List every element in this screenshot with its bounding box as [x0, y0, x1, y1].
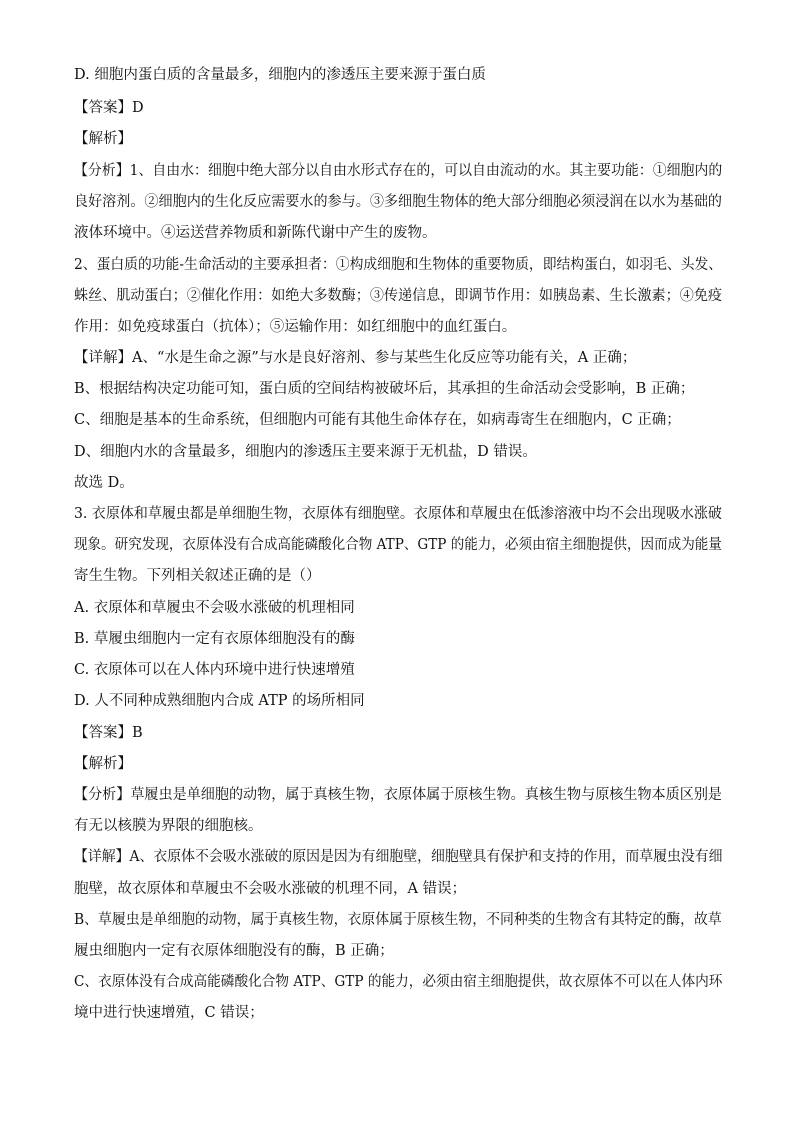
option-d: D. 人不同种成熟细胞内合成 ATP 的场所相同 — [74, 693, 365, 709]
text-line: 境中进行快速增殖，C 错误； — [74, 1005, 264, 1021]
text-line: 【分析】草履虫是单细胞的动物，属于真核生物，衣原体属于原核生物。真核生物与原核生物本质区别是 — [74, 787, 722, 803]
text-line: D. 细胞内蛋白质的含量最多，细胞内的渗透压主要来源于蛋白质 — [74, 67, 486, 83]
text-line: D、细胞内水的含量最多，细胞内的渗透压主要来源于无机盐，D 错误。 — [74, 444, 537, 460]
text-line: 【分析】1、自由水：细胞中绝大部分以自由水形式存在的，可以自由流动的水。其主要功能：①细胞内的 — [74, 163, 723, 179]
text-line: 有无以核膜为界限的细胞核。 — [74, 818, 263, 834]
text-line: B、根据结构决定功能可知，蛋白质的空间结构被破坏后，其承担的生命活动会受影响，B 正确； — [74, 381, 695, 397]
text-line: 胞壁，故衣原体和草履虫不会吸水涨破的机理不同，A 错误； — [74, 881, 467, 897]
option-b: B. 草履虫细胞内一定有衣原体细胞没有的酶 — [74, 631, 355, 647]
option-a: A. 衣原体和草履虫不会吸水涨破的机理相同 — [74, 600, 355, 616]
text-line: 履虫细胞内一定有衣原体细胞没有的酶，B 正确； — [74, 943, 394, 959]
analysis-label: 【解析】 — [74, 131, 132, 147]
text-line: 2、蛋白质的功能-生命活动的主要承担者：①构成细胞和生物体的重要物质，即结构蛋白，如羽毛、头发、 — [74, 257, 723, 273]
text-line: 蛛丝、肌动蛋白；②催化作用：如绝大多数酶；③传递信息，即调节作用：如胰岛素、生长激素；④免疫 — [74, 288, 722, 304]
answer-label: 【答案】B — [74, 725, 143, 741]
answer-label: 【答案】D — [74, 100, 144, 116]
text-line: 液体环境中。④运送营养物质和新陈代谢中产生的废物。 — [74, 225, 437, 241]
question-stem: 寄生生物。下列相关叙述正确的是（） — [74, 568, 321, 584]
text-line: B、草履虫是单细胞的动物，属于真核生物，衣原体属于原核生物，不同种类的生物含有其特定的酶，故草 — [74, 912, 722, 928]
analysis-label: 【解析】 — [74, 756, 132, 772]
text-line: 故选 D。 — [74, 475, 134, 491]
text-line: 作用：如免疫球蛋白（抗体）；⑤运输作用：如红细胞中的血红蛋白。 — [74, 319, 517, 335]
text-line: 【详解】A、“水是生命之源”与水是良好溶剂、参与某些生化反应等功能有关，A 正确； — [74, 350, 637, 366]
text-line: 【详解】A、衣原体不会吸水涨破的原因是因为有细胞壁，细胞壁具有保护和支持的作用，而草履虫没有细 — [74, 849, 723, 865]
text-line: C、衣原体没有合成高能磷酸化合物 ATP、GTP 的能力，必须由宿主细胞提供，故衣原体不可以在人体内环 — [74, 974, 723, 990]
text-line: C、细胞是基本的生命系统，但细胞内可能有其他生命体存在，如病毒寄生在细胞内，C 正确； — [74, 412, 681, 428]
text-line: 良好溶剂。②细胞内的生化反应需要水的参与。③多细胞生物体的绝大部分细胞必须浸润在以水为基础的 — [74, 194, 722, 210]
option-c: C. 衣原体可以在人体内环境中进行快速增殖 — [74, 662, 355, 678]
question-stem: 现象。研究发现，衣原体没有合成高能磷酸化合物 ATP、GTP 的能力，必须由宿主细胞提供，因而成为能量 — [74, 537, 722, 553]
question-stem: 3. 衣原体和草履虫都是单细胞生物，衣原体有细胞壁。衣原体和草履虫在低渗溶液中均不会出现吸水涨破 — [74, 506, 722, 522]
